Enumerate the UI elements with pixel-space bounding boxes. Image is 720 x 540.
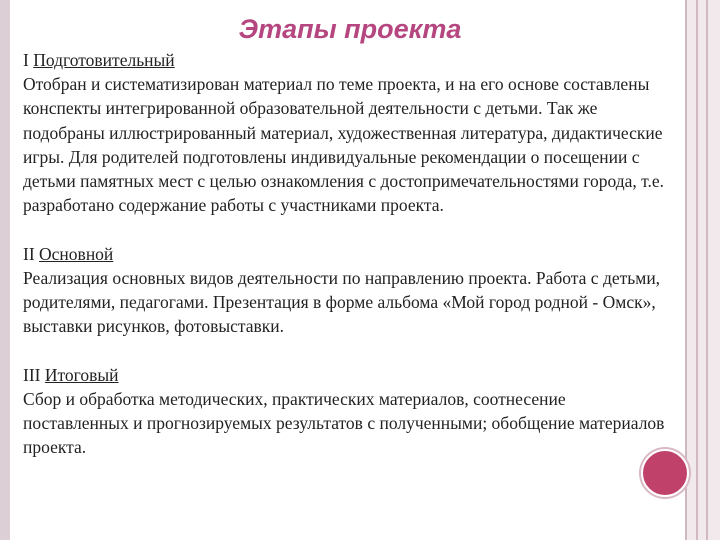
right-decorative-panel xyxy=(685,0,720,540)
stage-numeral: I xyxy=(23,50,29,70)
stage-numeral: II xyxy=(23,243,35,264)
stage-description: Сбор и обработка методических, практических материалов, соотнесение поставленных и прогнозируемых результатов с полученными; обобщение материалов проекта. xyxy=(23,388,665,458)
stage-heading xyxy=(23,242,673,266)
stage-preparatory xyxy=(23,48,673,217)
stage-name: Итоговый xyxy=(44,364,119,385)
stage-heading xyxy=(23,48,673,72)
stage-final xyxy=(23,363,673,460)
stage-description: Отобран и систематизирован материал по теме проекта, и на его основе составлены конспекты интегрированной образовательной деятельности с детьми. Так же подобраны иллюстрированный материал, художественная литература, дидактические игры. Для родителей подготовлены индивидуальные рекомендации о посещении с детьми памятных мест с целью ознакомления с достопримечательностями города, т.е. разработано содержание работы с участниками проекта. xyxy=(23,74,664,216)
slide-content xyxy=(23,48,673,459)
slide-title: Этапы проекта xyxy=(238,14,462,44)
stage-name: Основной xyxy=(39,243,114,264)
stage-main xyxy=(23,242,673,339)
left-border-stripe xyxy=(0,0,10,540)
stage-heading xyxy=(23,363,673,387)
stage-numeral: III xyxy=(23,364,41,385)
stage-description: Реализация основных видов деятельности по направлению проекта. Работа с детьми, родителями, педагогами. Презентация в форме альбома «Мой город родной - Омск», выставки рисунков, фотовыставки. xyxy=(23,267,661,337)
stage-name: Подготовительный xyxy=(33,50,175,70)
right-panel-line xyxy=(696,0,698,540)
right-panel-line xyxy=(706,0,708,540)
